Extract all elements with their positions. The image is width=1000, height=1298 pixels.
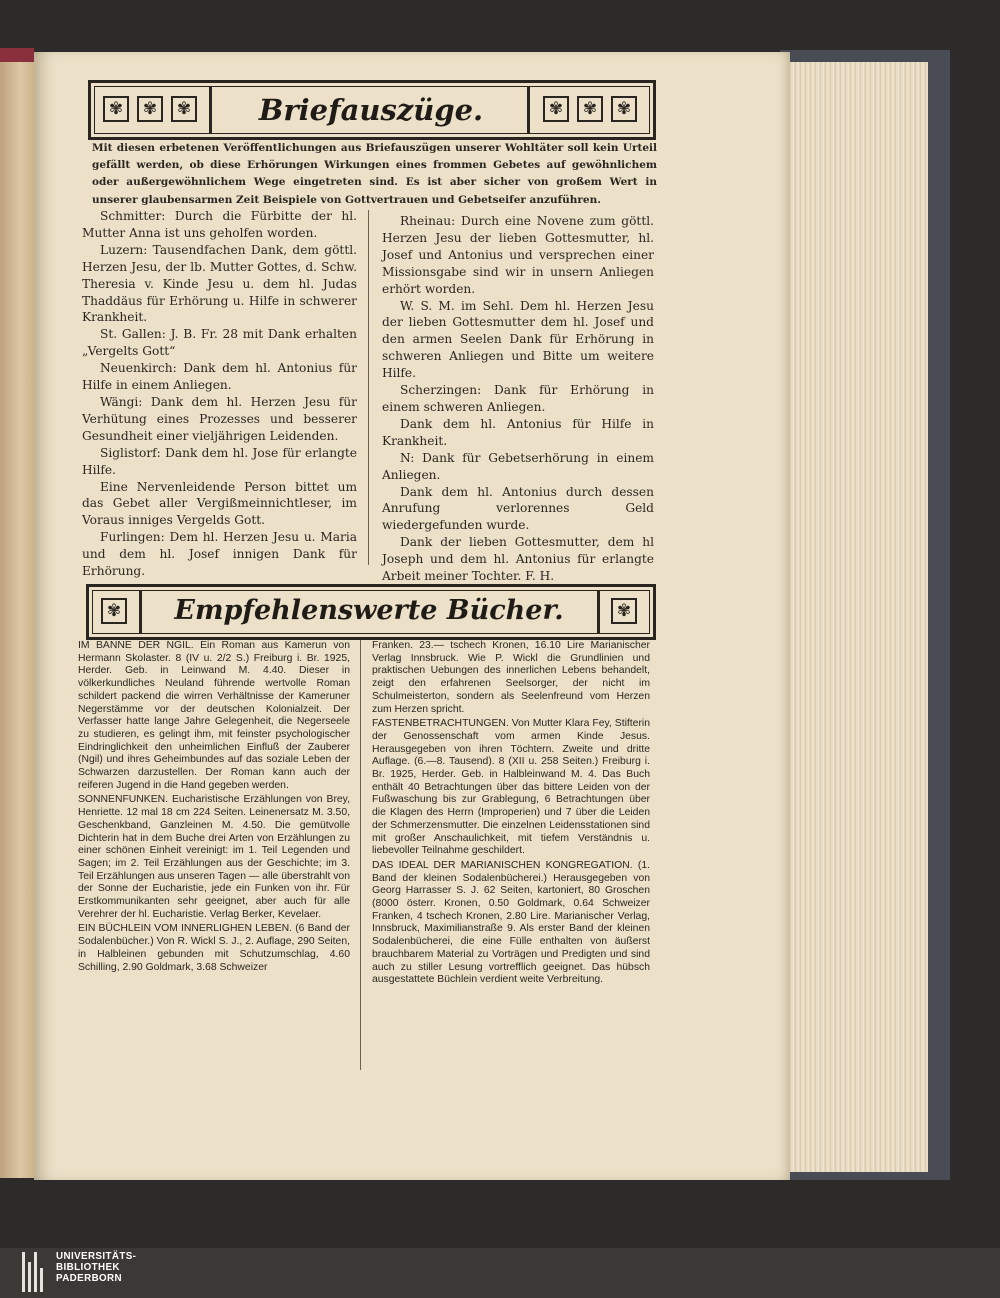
letter-entry: Schmitter: Durch die Fürbitte der hl. Mutter Anna ist uns geholfen worden.	[82, 209, 357, 240]
ornament-icon	[611, 598, 637, 624]
letter-entry: Rheinau: Durch eine Novene zum göttl. Herzen Jesu der lieben Gottesmutter, hl. Josef und Antonius und versprechen einer Missionsgabe sind wir in unsern Anliegen erhört worden.	[382, 214, 654, 296]
letter-entry: Dank dem hl. Antonius für Hilfe in Krankheit.	[382, 416, 654, 448]
buecher-right-column	[372, 640, 650, 989]
ornament-icon	[101, 598, 127, 624]
letter-entry: Furlingen: Dem hl. Herzen Jesu u. Maria und dem hl. Josef innigen Dank für Erhörung.	[82, 530, 357, 579]
book-review: IM BANNE DER NGIL. Ein Roman aus Kamerun von Hermann Skolaster. 8 (IV u. 2/2 S.) Freiburg i. Br. 1925, Herder. Geb. in Leinwand M. 4.40. Dieser in völkerkundliches Neuland führende wertvolle Roman schildert packend die wirren Verhältnisse der Kameruner Negerstämme vor der deutschen Kolonialzeit. Der Verfasser hatte lange Jahre Gelegenheit, die Negerseele zu studieren, es gelingt ihm, mit feinster psychologischer Eindringlichkeit den unheimlichen Einfluß der Zauberer (Ngil) und ihres Geheimbundes auf das soziale Leben der Schwarzen darzustellen. Der Roman kann auch der reiferen Jugend in die Hand gegeben werden.	[78, 640, 350, 791]
book-review: FASTENBETRACHTUNGEN. Von Mutter Klara Fey, Stifterin der Genossenschaft vom armen Kinde Jesus. Herausgegeben von ihren Töchtern. Zweite und dritte Auflage. (6.—8. Tausend). 8 (XII u. 258 Seiten.) Freiburg i. Br. 1925, Herder. Geb. in Halbleinwand M. 4. Das Buch enthält 40 Betrachtungen über das bittere Leiden von der Fußwaschung bis zur Grablegung, 6 Betrachtungen über die Klagen des Herrn (Improperien) und 7 über die Leiden der Schmerzensmutter. Die einzelnen Leidensstationen sind mit großer Anschaulichkeit, mit tiefem Verständnis u. liebevoller Teilnahme geschildert.	[372, 718, 650, 857]
column-divider	[360, 640, 361, 1070]
letter-entry: Neuenkirch: Dank dem hl. Antonius für Hilfe in einem Anliegen.	[82, 361, 357, 393]
letter-entry: Siglistorf: Dank dem hl. Jose für erlangte Hilfe.	[82, 445, 357, 477]
buecher-header	[86, 584, 656, 640]
letter-entry: Luzern: Tausendfachen Dank, dem göttl. Herzen Jesu, der lb. Mutter Gottes, d. Schw. Theresia v. Kinde Jesu u. dem hl. Judas Thaddäus für Erhörung u. Hilfe in schwerer Krankheit.	[82, 242, 357, 325]
ornament-icon	[543, 96, 569, 122]
ornament-icon	[611, 96, 637, 122]
column-divider	[368, 210, 369, 565]
letter-entry: N: Dank für Gebetserhörung in einem Anliegen.	[382, 450, 654, 482]
briefauszuege-left-column	[82, 208, 357, 580]
library-name-line: PADERBORN	[56, 1273, 123, 1284]
book-review: EIN BÜCHLEIN VOM INNERLIGHEN LEBEN. (6 Band der Sodalenbücher.) Von R. Wickl S. J., 2. Auflage, 290 Seiten, in Halbleinen gebunden mit Schutzumschlag, 4.60 Schilling, 2.90 Goldmark, 3.68 Schweizer	[78, 923, 350, 973]
section-title-buecher: Empfehlenswerte Bücher.	[174, 595, 564, 626]
page-edges	[782, 62, 928, 1172]
library-footer	[0, 1248, 1000, 1298]
letter-entry: W. S. M. im Sehl. Dem hl. Herzen Jesu der lieben Gottesmutter dem hl. Josef und den armen Seelen Dank für Erhörung in schweren Anliegen und Bitte um weitere Hilfe.	[382, 298, 654, 381]
section-title-briefauszuege: Briefauszüge.	[258, 93, 484, 127]
letter-entry: Scherzingen: Dank für Erhörung in einem schweren Anliegen.	[382, 383, 654, 414]
ornament-icon	[137, 96, 163, 122]
buecher-left-column	[78, 640, 350, 976]
ornament-icon	[103, 96, 129, 122]
library-logo-icon	[22, 1252, 48, 1292]
book-review: Franken. 23.— tschech Kronen, 16.10 Lire Marianischer Verlag Innsbruck. Wie P. Wickl die Grundlinien und praktischen Uebungen des innerlichen Lebens behandelt, zeigt den erfahrenen Seelsorger, der nicht im Schulmeisterton, sondern als Seelenfreund vom Herzen zum Herzen spricht.	[372, 640, 650, 715]
letter-entry: Eine Nervenleidende Person bittet um das Gebet aller Vergißmeinnichtleser, im Voraus inniges Vergelds Gott.	[82, 479, 357, 528]
ornament-icon	[577, 96, 603, 122]
book-review: DAS IDEAL DER MARIANISCHEN KONGREGATION. (1. Band der kleinen Sodalenbücherei.) Herausgegeben von Georg Harrasser S. J. 62 Seiten, kartoniert, 80 Groschen (8000 österr. Kronen, 0.50 Goldmark, 0.64 Schweizer Franken, 4 tschech Kronen, 2.80 Lire. Marianischer Verlag, Innsbruck, Maximilianstraße 9. Als erster Band der kleinen Sodalenbücherei, die eine Fülle enthalten von äußerst brauchbarem Material zu Vorträgen und Predigten und sind auch zu stiller Lesung vortrefflich geeignet. Das hübsch ausgestattete Büchlein verdient weite Verbreitung.	[372, 859, 650, 986]
intro-text: Mit diesen erbetenen Veröffentlichungen aus Briefauszügen unserer Wohltäter soll kein Urteil gefällt werden, ob diese Erhörungen Wirkungen eines frommen Gebetes auf gewöhnlichem oder außergewöhnlichem Wege eingetreten sind. Es ist aber sicher von großem Wert in unserer glaubensarmen Zeit Beispiele von Gottvertrauen und Gebetseifer anzuführen.	[92, 142, 657, 206]
letter-entry: St. Gallen: J. B. Fr. 28 mit Dank erhalten „Vergelts Gott“	[82, 327, 357, 359]
briefauszuege-right-column	[382, 213, 654, 585]
briefauszuege-header	[88, 80, 656, 140]
left-page-edge	[0, 48, 34, 1178]
library-name-line: UNIVERSITÄTS-	[56, 1251, 137, 1262]
letter-entry: Dank dem hl. Antonius durch dessen Anrufung verlorennes Geld wiedergefunden wurde.	[382, 484, 654, 533]
book-review: SONNENFUNKEN. Eucharistische Erzählungen von Brey, Henriette. 12 mal 18 cm 224 Seiten. Leinenersatz M. 3.50, Geschenkband, Ganzleinen M. 4.50. Die gemütvolle Dichterin hat in dem Buche drei Arten von Erzählungen zu einer schönen Einheit vereinigt: im 1. Teil Legenden und Sagen; im 2. Teil Erzählungen aus der Geschichte; im 3. Teil Erzählungen aus unseren Tagen — alle überstrahlt von der Sonne der Eucharistie, jede ein Funken von ihr. Für Erstkommunikanten sehr geeignet, aber auch für alle Verehrer der hl. Eucharistie. Verlag Berker, Kevelaer.	[78, 794, 350, 920]
library-name	[56, 1251, 136, 1284]
bookmark-ribbon	[0, 48, 34, 62]
library-name-line: BIBLIOTHEK	[56, 1262, 120, 1273]
letter-entry: Dank der lieben Gottesmutter, dem hl Joseph und dem hl. Antonius für erlangte Arbeit meiner Tochter. F. H.	[382, 535, 654, 584]
ornament-icon	[171, 96, 197, 122]
letter-entry: Wängi: Dank dem hl. Herzen Jesu für Verhütung eines Prozesses und besserer Gesundheit einer vieljährigen Leidenden.	[82, 394, 357, 443]
